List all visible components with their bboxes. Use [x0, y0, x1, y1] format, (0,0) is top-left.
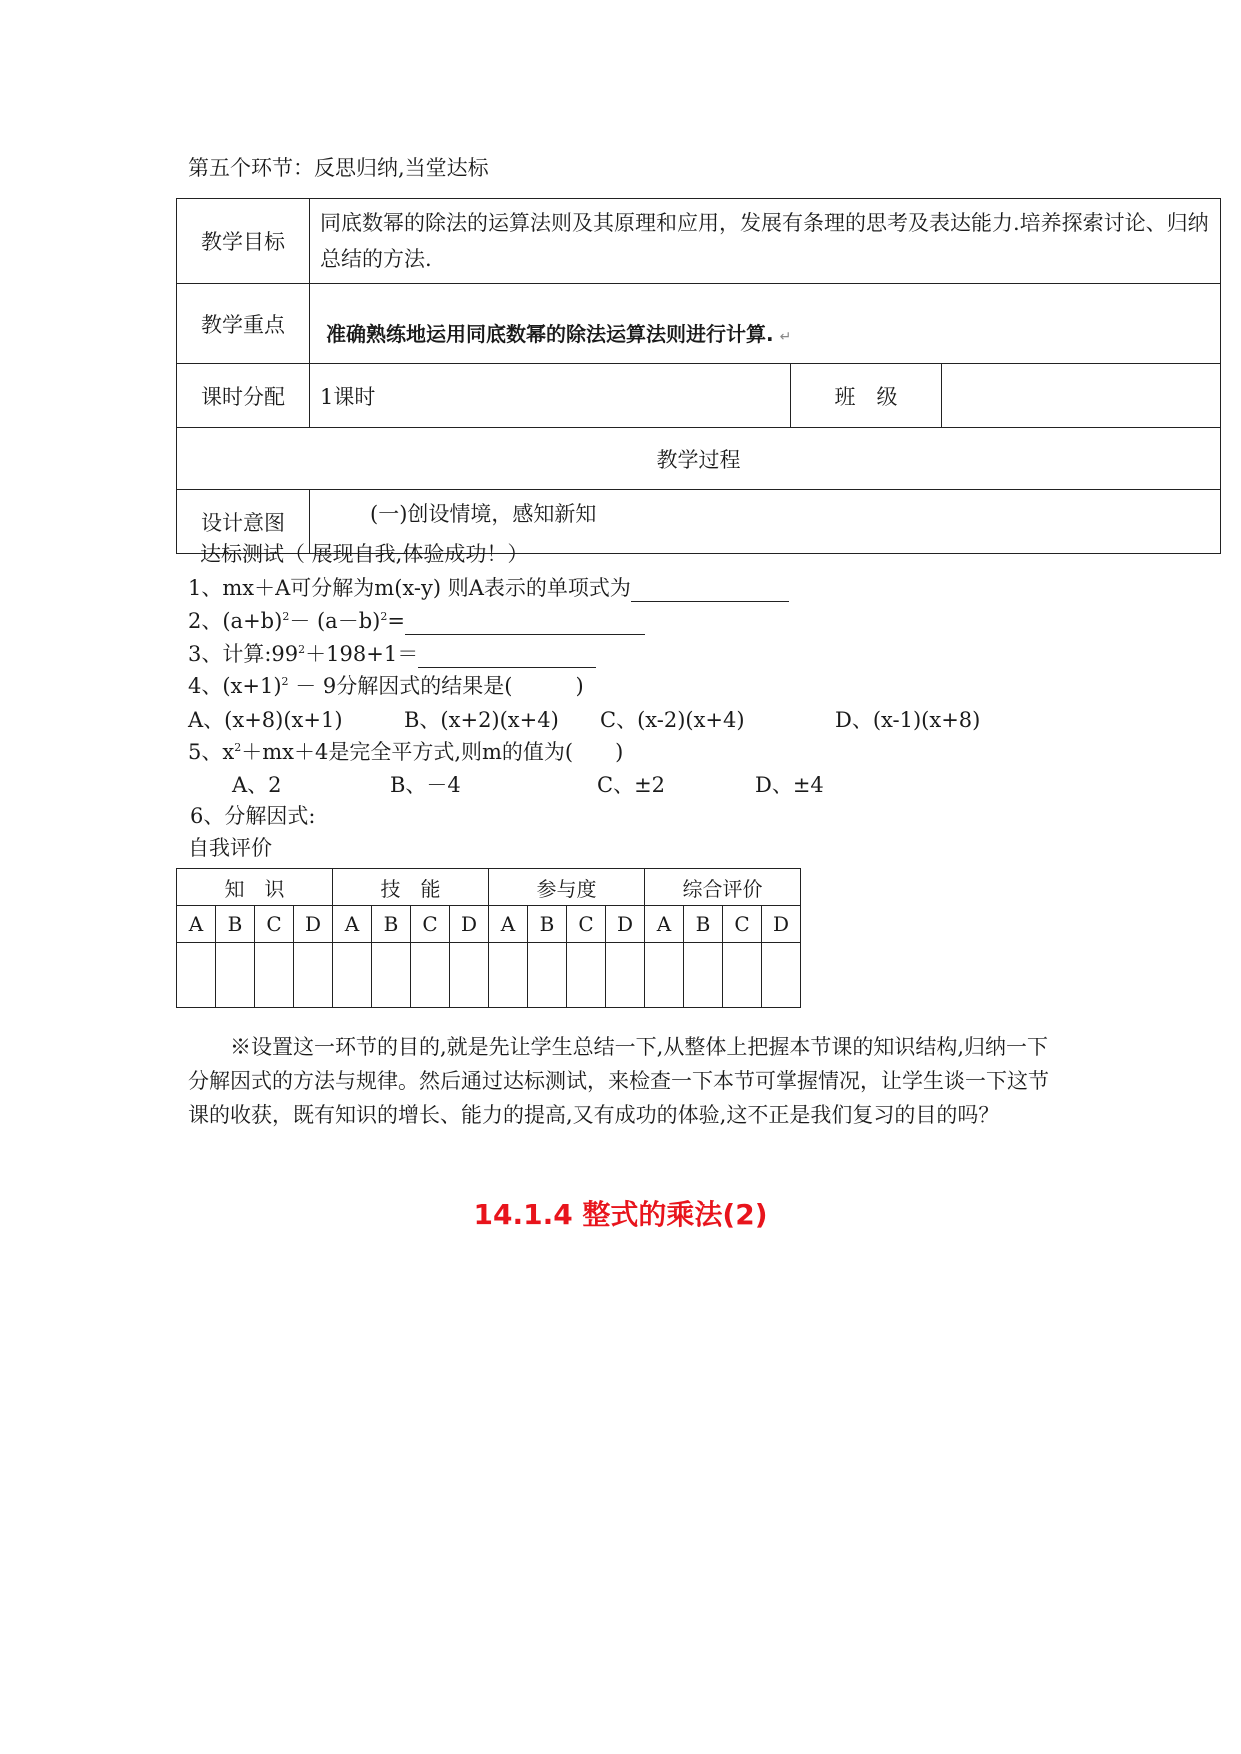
grade-cell: D — [450, 906, 489, 943]
goal-text: 同底数幂的除法的运算法则及其原理和应用，发展有条理的思考及表达能力.培养探索讨论、归纳总结的方法. — [310, 199, 1221, 284]
class-label: 班 级 — [791, 364, 942, 428]
grade-cell: D — [606, 906, 645, 943]
grade-cell: D — [294, 906, 333, 943]
eval-empty-cell — [528, 943, 567, 1008]
question-4-option-c: C、(x-2)(x+4) — [600, 708, 745, 732]
question-2-part-c: = — [387, 609, 405, 633]
eval-group-participation: 参与度 — [489, 869, 645, 906]
eval-empty-cell — [606, 943, 645, 1008]
focus-text: 准确熟练地运用同底数幂的除法运算法则进行计算. — [326, 322, 774, 346]
eval-empty-cell — [645, 943, 684, 1008]
self-eval-title: 自我评价 — [188, 836, 272, 860]
section-title: 第五个环节：反思归纳,当堂达标 — [188, 156, 489, 180]
eval-empty-cell — [216, 943, 255, 1008]
grade-cell: C — [567, 906, 606, 943]
summary-paragraph — [188, 1030, 1058, 1132]
eval-empty-cell — [255, 943, 294, 1008]
question-4-part-b: － 9分解因式的结果是( ) — [295, 674, 584, 698]
grade-cell: C — [723, 906, 762, 943]
eval-empty-cell — [411, 943, 450, 1008]
answer-blank-1 — [631, 579, 789, 602]
grade-cell: C — [255, 906, 294, 943]
eval-empty-cell — [372, 943, 411, 1008]
question-2-exp-2: 2 — [380, 610, 388, 623]
self-eval-table — [176, 868, 801, 1008]
design-label: 设计意图 — [177, 490, 310, 554]
question-5-option-a: A、2 — [232, 773, 282, 797]
eval-group-knowledge: 知 识 — [177, 869, 333, 906]
grade-cell: D — [762, 906, 801, 943]
design-text: (一)创设情境，感知新知 — [310, 490, 1221, 554]
question-3-exp: 2 — [298, 643, 306, 656]
grade-cell: B — [372, 906, 411, 943]
question-5-option-d: D、±4 — [755, 773, 824, 797]
period-value: 1课时 — [310, 364, 791, 428]
grade-cell: A — [333, 906, 372, 943]
lesson-info-table — [176, 198, 1221, 554]
question-4-option-b: B、(x+2)(x+4) — [404, 708, 559, 732]
summary-paragraph-text: ※设置这一环节的目的,就是先让学生总结一下,从整体上把握本节课的知识结构,归纳一下分解因式的方法与规律。然后通过达标测试，来检查一下本节可掌握情况，让学生谈一下这节课的收获，既有知识的增长、能力的提高,又有成功的体验,这不正是我们复习的目的吗？ — [188, 1035, 1049, 1127]
eval-empty-cell — [177, 943, 216, 1008]
class-value — [942, 364, 1221, 428]
focus-label: 教学重点 — [177, 284, 310, 364]
eval-empty-cell — [723, 943, 762, 1008]
grade-cell: A — [177, 906, 216, 943]
question-4-option-d: D、(x-1)(x+8) — [835, 708, 981, 732]
next-section-title: 14.1.4 整式的乘法(2) — [473, 1198, 768, 1231]
question-1-text: 1、mx＋A可分解为m(x-y) 则A表示的单项式为 — [188, 576, 631, 600]
question-4-exp: 2 — [281, 675, 289, 688]
answer-blank-2 — [405, 612, 645, 635]
grade-cell: B — [684, 906, 723, 943]
return-mark-icon: ↵ — [779, 329, 792, 345]
eval-empty-cell — [684, 943, 723, 1008]
question-2-part-a: 2、(a+b) — [188, 609, 283, 633]
answer-blank-3 — [418, 645, 596, 668]
eval-empty-cell — [333, 943, 372, 1008]
grade-cell: B — [528, 906, 567, 943]
question-5-option-b: B、－4 — [390, 773, 461, 797]
question-4 — [188, 670, 584, 700]
question-2-part-b: － (a－b) — [289, 609, 381, 633]
question-4-option-a: A、(x+8)(x+1) — [188, 708, 343, 732]
question-5-part-b: ＋mx＋4是完全平方式,则m的值为( ) — [241, 740, 624, 764]
grade-cell: A — [645, 906, 684, 943]
question-3 — [188, 638, 596, 668]
eval-group-overall: 综合评价 — [645, 869, 801, 906]
question-5-option-c: C、±2 — [597, 773, 666, 797]
test-heading: 达标测试（ 展现自我,体验成功！） — [200, 542, 529, 566]
process-label: 教学过程 — [177, 428, 1221, 490]
eval-empty-cell — [450, 943, 489, 1008]
grade-cell: A — [489, 906, 528, 943]
eval-empty-cell — [489, 943, 528, 1008]
question-1 — [188, 572, 789, 602]
question-6: 6、分解因式: — [190, 804, 316, 828]
question-5 — [188, 736, 623, 766]
eval-group-skill: 技 能 — [333, 869, 489, 906]
question-3-part-b: ＋198+1＝ — [305, 642, 419, 666]
question-2-exp-1: 2 — [282, 610, 290, 623]
period-label: 课时分配 — [177, 364, 310, 428]
question-2 — [188, 605, 645, 635]
grade-cell: C — [411, 906, 450, 943]
grade-cell: B — [216, 906, 255, 943]
question-3-part-a: 3、计算:99 — [188, 642, 299, 666]
question-5-exp: 2 — [234, 741, 242, 754]
eval-empty-cell — [567, 943, 606, 1008]
question-5-part-a: 5、x — [188, 740, 235, 764]
goal-label: 教学目标 — [177, 199, 310, 284]
eval-empty-cell — [762, 943, 801, 1008]
question-4-part-a: 4、(x+1) — [188, 674, 282, 698]
eval-empty-cell — [294, 943, 333, 1008]
focus-cell — [310, 284, 1221, 364]
